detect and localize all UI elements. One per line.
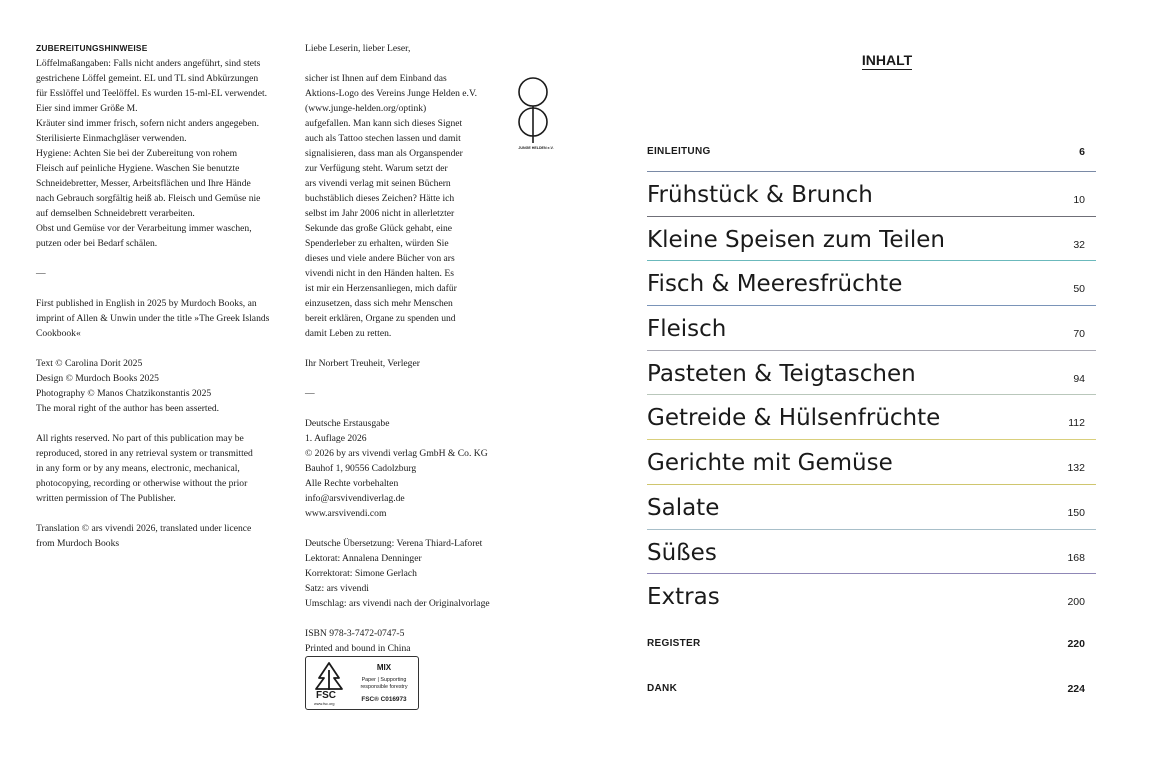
toc-entry-page: 220	[1067, 638, 1085, 650]
imprint-column-left	[36, 41, 292, 551]
text-line: einzusetzen, dass sich mehr Menschen	[305, 298, 453, 309]
text-line: Deutsche Erstausgabe	[305, 418, 390, 429]
toc-chapter-label: Fisch & Meeresfrüchte	[647, 271, 903, 297]
text-line: selbst im Jahr 2006 nicht in allerletzter	[305, 208, 455, 219]
text-line: Deutsche Übersetzung: Verena Thiard-Laforet	[305, 538, 483, 549]
toc-chapter-kleine-speisen	[647, 217, 1085, 261]
signature-line: Ihr Norbert Treuheit, Verleger	[305, 358, 420, 369]
text-line: The moral right of the author has been asserted.	[36, 403, 220, 414]
fsc-url: www.fsc.org	[314, 702, 335, 706]
text-line: photocopying, recording or otherwise without the prior	[36, 478, 248, 489]
text-line: (www.junge-helden.org/optink)	[305, 103, 427, 114]
text-line: Photography © Manos Chatzikonstantis 2025	[36, 388, 212, 399]
toc-chapter-page: 168	[1067, 552, 1085, 564]
toc-chapter-page: 10	[1073, 194, 1085, 206]
junge-helden-logo-icon	[513, 73, 559, 153]
text-line: Korrektorat: Simone Gerlach	[305, 568, 417, 579]
toc-chapter-label: Kleine Speisen zum Teilen	[647, 227, 945, 253]
toc-chapter-page: 132	[1067, 462, 1085, 474]
original-edition-note	[36, 296, 292, 341]
fsc-mix-label	[305, 656, 419, 710]
text-line: from Murdoch Books	[36, 538, 120, 549]
salutation: Liebe Leserin, lieber Leser,	[305, 43, 411, 54]
text-line: © 2026 by ars vivendi verlag GmbH & Co. KG	[305, 448, 488, 459]
text-line: Printed and bound in China	[305, 643, 411, 654]
toc-entry-label: REGISTER	[647, 638, 701, 649]
preparation-notes	[36, 56, 292, 251]
toc-entry-label: EINLEITUNG	[647, 146, 711, 157]
fsc-description	[352, 677, 416, 690]
toc-chapter-page: 32	[1073, 239, 1085, 251]
text-line: Design © Murdoch Books 2025	[36, 373, 159, 384]
toc-chapter-page: 112	[1068, 417, 1085, 429]
text-line: ISBN 978-3-7472-0747-5	[305, 628, 405, 639]
text-line: Cookbook«	[36, 328, 81, 339]
text-line: für Esslöffel und Teelöffel. Es wurden 15-ml-EL verwendet.	[36, 88, 268, 99]
text-line: written permission of The Publisher.	[36, 493, 176, 504]
toc-chapter-salate	[647, 485, 1085, 529]
text-line: Sekunde das große Glück gehabt, eine	[305, 223, 453, 234]
text-line: Translation © ars vivendi 2026, translated under licence	[36, 523, 252, 534]
toc-chapter-label: Pasteten & Teigtaschen	[647, 361, 916, 387]
toc-entry-register	[647, 638, 1085, 652]
toc-entry-page: 6	[1079, 146, 1085, 158]
text-line: Spenderleber zu erhalten, würden Sie	[305, 238, 449, 249]
section-dash: —	[305, 388, 315, 399]
fsc-code: FSC® C016973	[361, 696, 407, 703]
toc-heading	[857, 52, 917, 68]
text-line: First published in English in 2025 by Murdoch Books, an	[36, 298, 257, 309]
toc-chapter-suesses	[647, 530, 1085, 574]
staff-credits	[305, 536, 517, 611]
toc-chapter-page: 50	[1073, 283, 1085, 295]
text-line: zur Verfügung steht. Warum setzt der	[305, 163, 448, 174]
imprint-column-right	[305, 41, 517, 656]
text-line: reproduced, stored in any retrieval system or transmitted	[36, 448, 253, 459]
text-line: Satz: ars vivendi	[305, 583, 369, 594]
text-line: in any form or by any means, electronic, mechanical,	[36, 463, 240, 474]
toc-chapter-label: Fleisch	[647, 316, 727, 342]
text-line: Umschlag: ars vivendi nach der Originalvorlage	[305, 598, 490, 609]
text-line: All rights reserved. No part of this publication may be	[36, 433, 244, 444]
text-line: Eier sind immer Größe M.	[36, 103, 138, 114]
text-line: damit Leben zu retten.	[305, 328, 392, 339]
toc-entry-page: 224	[1067, 683, 1085, 695]
text-line: bereit erklären, Organe zu spenden und	[305, 313, 456, 324]
toc-chapter-gemuese	[647, 440, 1085, 484]
fsc-label: FSC	[316, 690, 336, 701]
logo-caption: JUNGE HELDEN e.V.	[518, 146, 554, 150]
toc-heading-text: INHALT	[861, 52, 913, 68]
toc-chapter-fruehstueck	[647, 172, 1085, 216]
toc-chapter-fleisch	[647, 306, 1085, 350]
fsc-mix: MIX	[376, 663, 392, 672]
text-line: Löffelmaßangaben: Falls nicht anders angeführt, sind stets	[36, 58, 261, 69]
text-line: dieses und viele andere Bücher von ars	[305, 253, 455, 264]
text-line: putzen oder bei Bedarf schälen.	[36, 238, 158, 249]
text-line: sicher ist Ihnen auf dem Einband das	[305, 73, 447, 84]
text-line: Alle Rechte vorbehalten	[305, 478, 399, 489]
text-line: Sterilisierte Einmachgläser verwenden.	[36, 133, 187, 144]
imprint-details	[305, 416, 517, 521]
text-line: aufgefallen. Man kann sich dieses Signet	[305, 118, 463, 129]
toc-entry-dank	[647, 683, 1085, 697]
toc-chapter-pasteten	[647, 351, 1085, 395]
translation-note	[36, 521, 292, 551]
toc-chapter-label: Salate	[647, 495, 720, 521]
toc-entry-einleitung	[647, 146, 1085, 160]
text-line: Paper | Supporting	[361, 677, 407, 683]
text-line: Bauhof 1, 90556 Cadolzburg	[305, 463, 417, 474]
text-line: imprint of Allen & Unwin under the title »The Greek Islands	[36, 313, 270, 324]
toc-chapter-label: Extras	[647, 584, 720, 610]
toc-chapter-fisch	[647, 261, 1085, 305]
toc-chapter-page: 94	[1073, 373, 1085, 385]
text-line: www.arsvivendi.com	[305, 508, 387, 519]
copyright-credits	[36, 356, 292, 416]
toc-entry-label: DANK	[647, 683, 678, 694]
text-line: nach Gebrauch sorgfältig heiß ab. Fleisch und Gemüse nie	[36, 193, 261, 204]
text-line: buchstäblich dieses Zeichen? Hätte ich	[305, 193, 455, 204]
toc-chapter-label: Frühstück & Brunch	[647, 182, 873, 208]
toc-chapter-label: Süßes	[647, 540, 717, 566]
toc-chapter-getreide	[647, 395, 1085, 439]
text-line: Obst und Gemüse vor der Verarbeitung immer waschen,	[36, 223, 252, 234]
preparation-notes-heading: ZUBEREITUNGSHINWEISE	[36, 43, 148, 53]
text-line: gestrichene Löffel gemeint. EL und TL sind Abkürzungen	[36, 73, 259, 84]
text-line: Hygiene: Achten Sie bei der Zubereitung von rohem	[36, 148, 238, 159]
publisher-letter	[305, 71, 517, 341]
text-line: signalisieren, dass man als Organspender	[305, 148, 463, 159]
toc-chapter-page: 70	[1073, 328, 1085, 340]
isbn-block	[305, 626, 517, 656]
text-line: auf demselben Schneidebrett verarbeiten.	[36, 208, 195, 219]
section-dash: —	[36, 268, 46, 279]
text-line: Lektorat: Annalena Denninger	[305, 553, 422, 564]
text-line: Kräuter sind immer frisch, sofern nicht anders angegeben.	[36, 118, 259, 129]
text-line: responsible forestry	[360, 683, 408, 690]
toc-chapter-page: 200	[1067, 596, 1085, 608]
text-line: info@arsvivendiverlag.de	[305, 493, 405, 504]
text-line: Fleisch auf peinliche Hygiene. Waschen Sie benutzte	[36, 163, 240, 174]
text-line: auch als Tattoo stechen lassen und damit	[305, 133, 461, 144]
text-line: Aktions-Logo des Vereins Junge Helden e.V.	[305, 88, 478, 99]
text-line: ist mir ein Herzensanliegen, mich dafür	[305, 283, 457, 294]
toc-chapter-extras	[647, 574, 1085, 618]
text-line: Schneidebretter, Messer, Arbeitsflächen und Ihre Hände	[36, 178, 251, 189]
text-line: Text © Carolina Dorit 2025	[36, 358, 143, 369]
toc-chapter-page: 150	[1067, 507, 1085, 519]
toc-chapter-label: Gerichte mit Gemüse	[647, 450, 893, 476]
toc-chapter-label: Getreide & Hülsenfrüchte	[647, 405, 941, 431]
rights-notice	[36, 431, 292, 506]
text-line: 1. Auflage 2026	[305, 433, 367, 444]
text-line: vivendi nicht in den Händen halten. Es	[305, 268, 454, 279]
text-line: ars vivendi verlag mit seinen Büchern	[305, 178, 451, 189]
